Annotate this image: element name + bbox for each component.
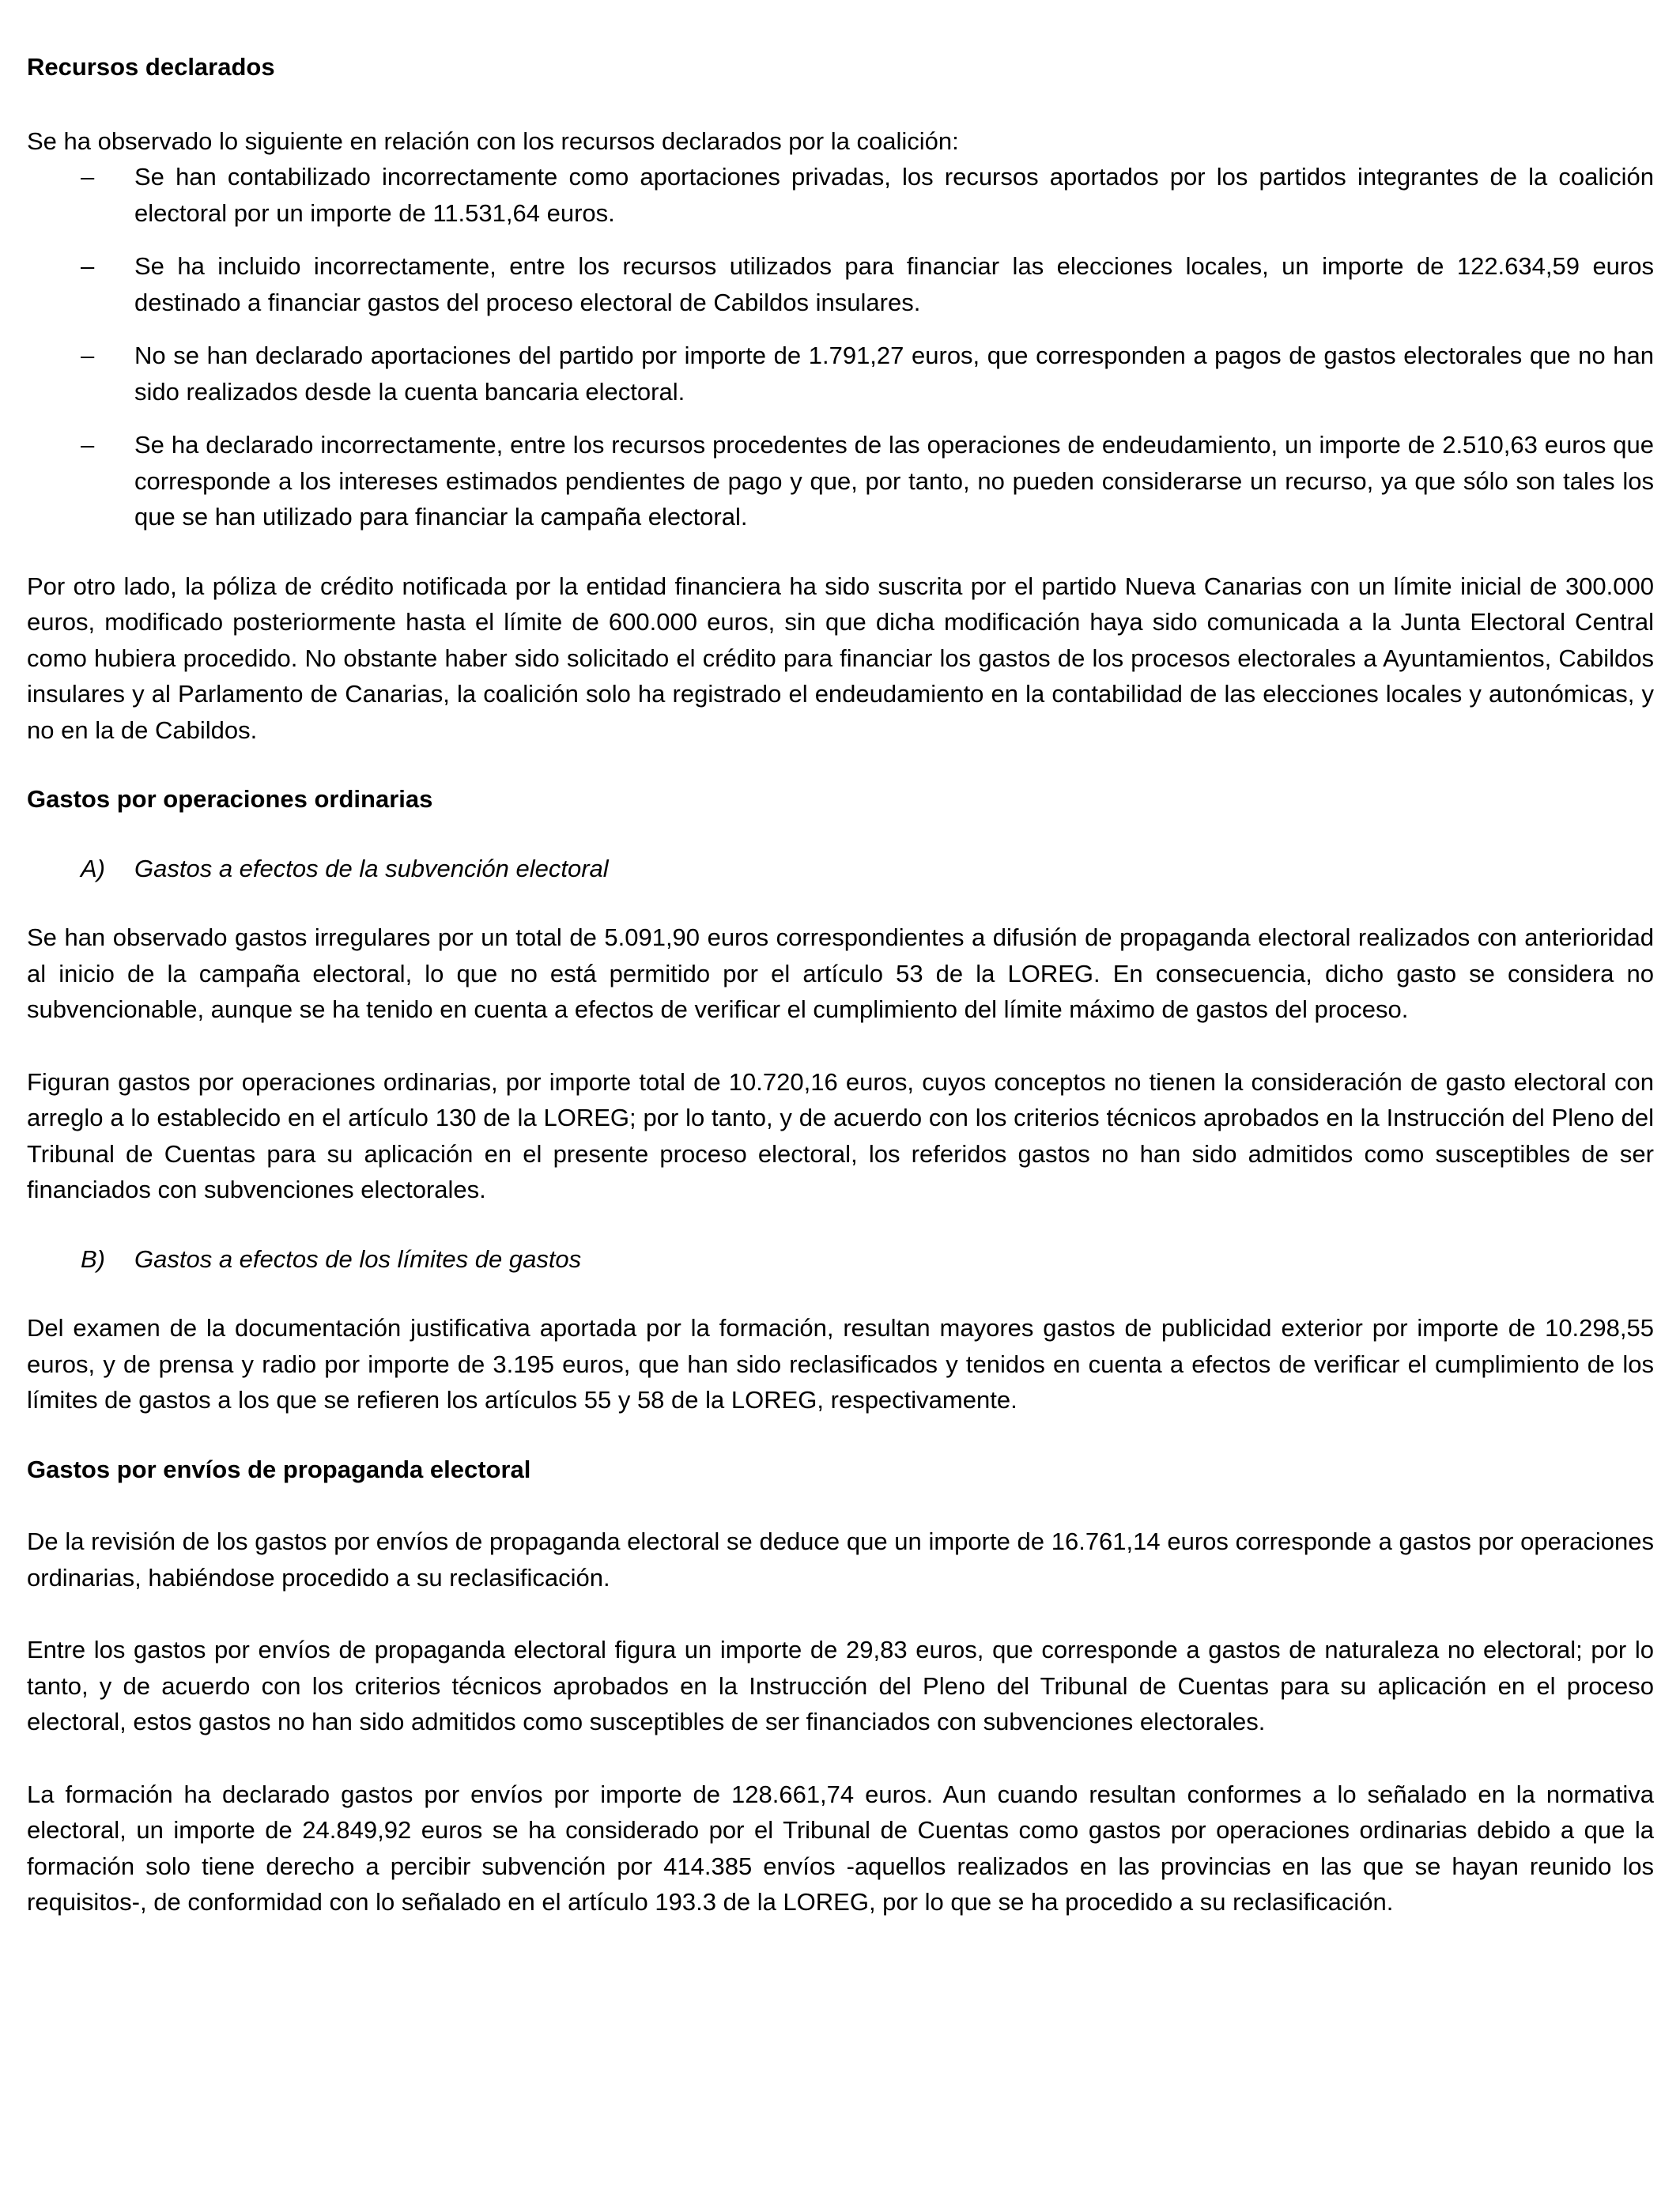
recursos-closing-paragraph: Por otro lado, la póliza de crédito notificada por la entidad financiera ha sido suscrita por el partido Nueva Canarias con un límite inicial de 300.000 euros, modificado posteriormente hasta el límite de 600.000 euros, sin que dicha modificación haya sido comunicada a la Junta Electoral Central como hubiera procedido. No obstante haber sido solicitado el crédito para financiar los gastos de los procesos electorales a Ayuntamientos, Cabildos insulares y al Parlamento de Canarias, la coalición solo ha registrado el endeudamiento en la contabilidad de las elecciones locales y autonómicas, y no en la de Cabildos. <box>27 572 1654 744</box>
list-item <box>27 159 1654 231</box>
subheading-a <box>27 851 1654 887</box>
dash-bullet: – <box>81 252 95 280</box>
list-item <box>27 248 1654 320</box>
list-item <box>27 338 1654 410</box>
ordinarias-paragraph-a2: Figuran gastos por operaciones ordinarias, por importe total de 10.720,16 euros, cuyos conceptos no tienen la consideración de gasto electoral con arreglo a lo establecido en el artículo 130 de la LOREG; por lo tanto, y de acuerdo con los criterios técnicos aprobados en la Instrucción del Pleno del Tribunal de Cuentas para su aplicación en el presente proceso electoral, los referidos gastos no han sido admitidos como susceptibles de ser financiados con subvenciones electorales. <box>27 1067 1654 1203</box>
subheading-b-title: Gastos a efectos de los límites de gastos <box>134 1244 582 1273</box>
document-page <box>27 49 1654 1920</box>
ordinarias-paragraph-a1: Se han observado gastos irregulares por un total de 5.091,90 euros correspondientes a difusión de propaganda electoral realizados con anterioridad al inicio de la campaña electoral, lo que no está permitido por el artículo 53 de la LOREG. En consecuencia, dicho gasto se considera no subvencionable, aunque se ha tenido en cuenta a efectos de verificar el cumplimiento del límite máximo de gastos del proceso. <box>27 923 1654 1023</box>
heading-gastos-envios-propaganda: Gastos por envíos de propaganda electoral <box>27 1455 531 1483</box>
list-item-text: Se ha declarado incorrectamente, entre los recursos procedentes de las operaciones de endeudamiento, un importe de 2.510,63 euros que corresponde a los intereses estimados pendientes de pago y que, por tanto, no pueden considerarse un recurso, ya que sólo son tales los que se han utilizado para financiar la campaña electoral. <box>134 431 1654 531</box>
recursos-list <box>27 159 1654 535</box>
envios-paragraph-3: La formación ha declarado gastos por envíos por importe de 128.661,74 euros. Aun cuando resultan conformes a lo señalado en la normativa electoral, un importe de 24.849,92 euros se ha considerado por el Tribunal de Cuentas como gastos por operaciones ordinarias debido a que la formación solo tiene derecho a percibir subvención por 414.385 envíos -aquellos realizados en las provincias en las que se hayan reunido los requisitos-, de conformidad con lo señalado en el artículo 193.3 de la LOREG, por lo que se ha procedido a su reclasificación. <box>27 1780 1654 1916</box>
dash-bullet: – <box>81 342 95 369</box>
envios-paragraph-2: Entre los gastos por envíos de propaganda electoral figura un importe de 29,83 euros, que corresponde a gastos de naturaleza no electoral; por lo tanto, y de acuerdo con los criterios técnicos aprobados en la Instrucción del Pleno del Tribunal de Cuentas para su aplicación en el proceso electoral, estos gastos no han sido admitidos como susceptibles de ser financiados con subvenciones electorales. <box>27 1636 1654 1735</box>
envios-paragraph-1: De la revisión de los gastos por envíos de propaganda electoral se deduce que un importe de 16.761,14 euros corresponde a gastos por operaciones ordinarias, habiéndose procedido a su reclasificación. <box>27 1527 1654 1592</box>
list-item-text: Se han contabilizado incorrectamente como aportaciones privadas, los recursos aportados por los partidos integrantes de la coalición electoral por un importe de 11.531,64 euros. <box>134 163 1654 227</box>
list-item <box>27 427 1654 535</box>
list-item-text: No se han declarado aportaciones del partido por importe de 1.791,27 euros, que corresponden a pagos de gastos electorales que no han sido realizados desde la cuenta bancaria electoral. <box>134 342 1654 406</box>
subheading-b-letter: B) <box>81 1244 105 1273</box>
subheading-a-letter: A) <box>81 854 105 882</box>
dash-bullet: – <box>81 431 95 459</box>
list-item-text: Se ha incluido incorrectamente, entre los recursos utilizados para financiar las elecciones locales, un importe de 122.634,59 euros destinado a financiar gastos del proceso electoral de Cabildos insulares. <box>134 252 1654 316</box>
heading-gastos-operaciones-ordinarias: Gastos por operaciones ordinarias <box>27 785 433 813</box>
dash-bullet: – <box>81 163 95 191</box>
heading-recursos-declarados: Recursos declarados <box>27 53 275 81</box>
recursos-intro: Se ha observado lo siguiente en relación con los recursos declarados por la coalición: <box>27 127 959 155</box>
subheading-a-title: Gastos a efectos de la subvención electoral <box>134 854 609 882</box>
subheading-b <box>27 1241 1654 1278</box>
ordinarias-paragraph-b1: Del examen de la documentación justificativa aportada por la formación, resultan mayores gastos de publicidad exterior por importe de 10.298,55 euros, y de prensa y radio por importe de 3.195 euros, que han sido reclasificados y tenidos en cuenta a efectos de verificar el cumplimiento de los límites de gastos a los que se refieren los artículos 55 y 58 de la LOREG, respectivamente. <box>27 1314 1654 1414</box>
